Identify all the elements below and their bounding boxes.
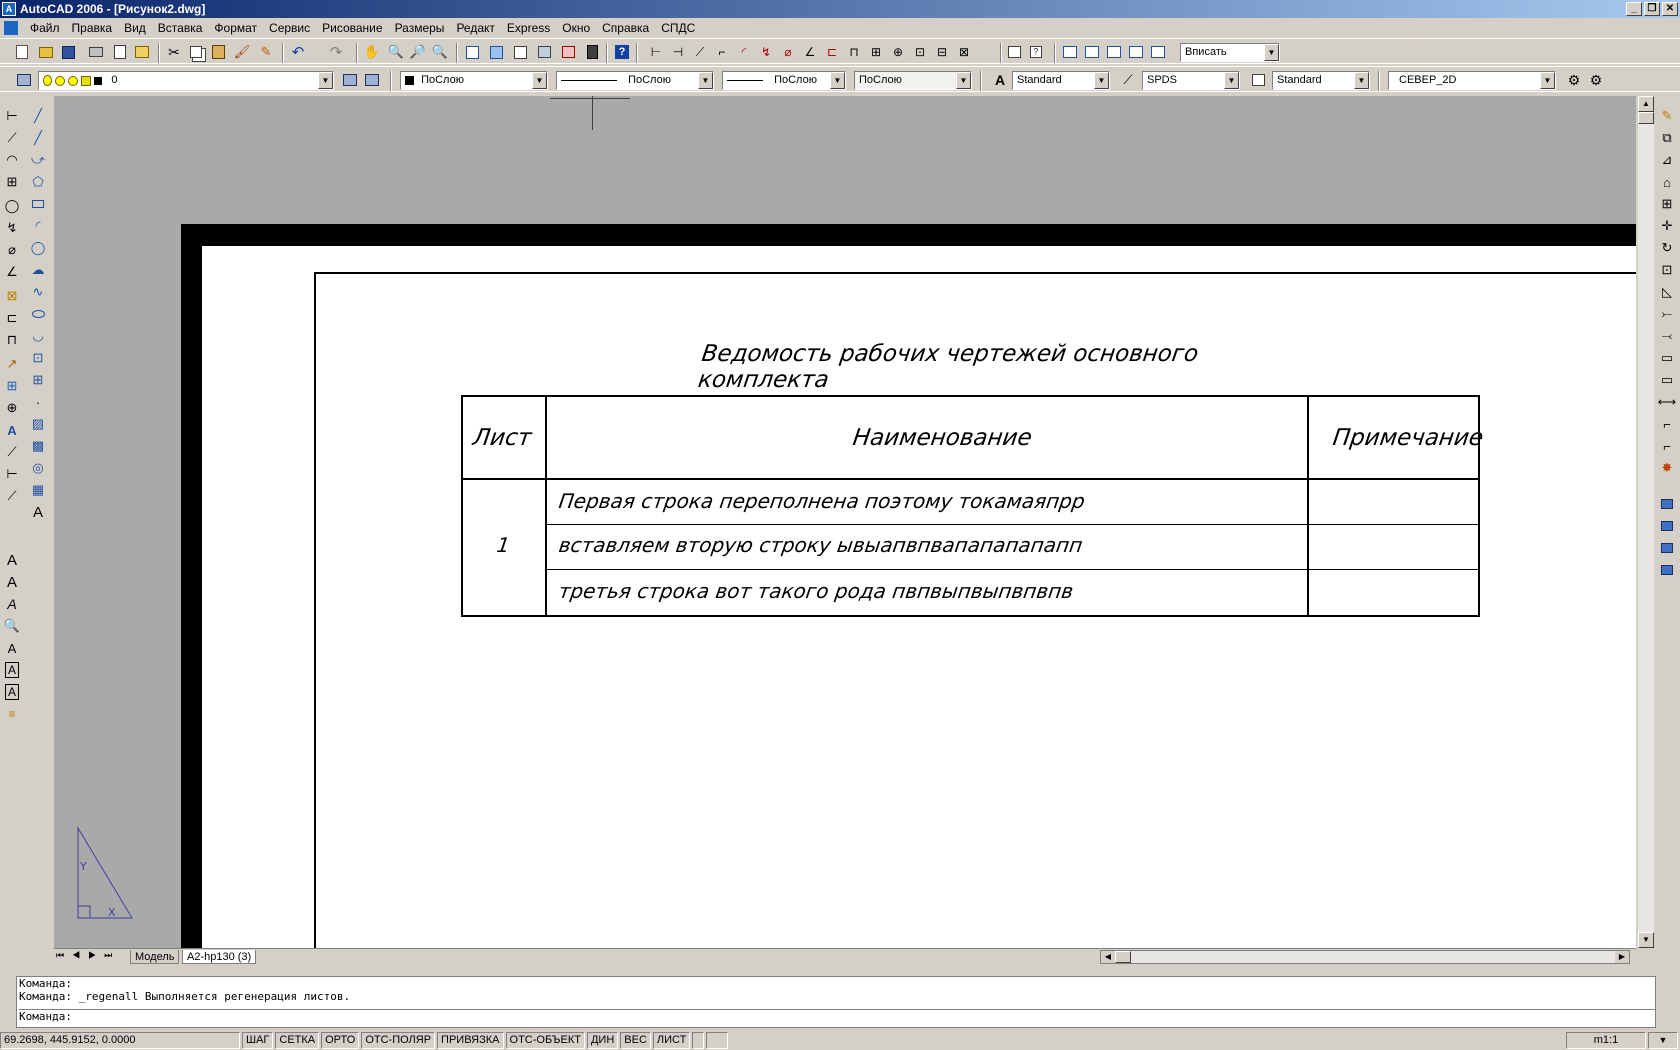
linetype-preview xyxy=(561,80,617,81)
zoom-realtime-icon[interactable]: 🔍 xyxy=(387,44,405,59)
redo-icon[interactable]: ↷ xyxy=(329,44,343,61)
layer-name: 0 xyxy=(111,74,118,86)
table-row-2: вставляем вторую строку ывыапвпвапапапапапп xyxy=(557,533,1085,557)
status-bar xyxy=(0,1031,1680,1050)
menu-view[interactable]: Вид xyxy=(124,21,146,35)
ordinate-tool-icon[interactable]: ⊞ xyxy=(6,174,18,189)
header-note: Примечание xyxy=(1331,425,1485,451)
arc-length-tool-icon[interactable]: ◠ xyxy=(6,152,18,167)
layer-color-swatch xyxy=(94,77,102,85)
dimension-text-edit-icon[interactable]: ⊟ xyxy=(936,45,948,59)
design-center-icon[interactable] xyxy=(486,43,506,61)
region-tool-icon[interactable]: ◎ xyxy=(32,460,44,475)
standard-toolbar xyxy=(0,38,1680,64)
plotstyle-combo[interactable] xyxy=(854,71,972,90)
table-row-1: Первая строка переполнена поэтому токамаяпрр xyxy=(557,489,1087,513)
lineweight-preview xyxy=(727,80,763,81)
gradient-tool-icon[interactable]: ▩ xyxy=(31,438,45,453)
status-spacer xyxy=(692,1032,704,1049)
circle-tool-icon[interactable]: ◯ xyxy=(30,240,46,255)
zoom-window-icon[interactable]: 🔎 xyxy=(409,44,427,59)
quick-dimension-icon[interactable]: ⊢ xyxy=(650,45,662,59)
diameter-dimension-icon[interactable]: ⌀ xyxy=(784,45,792,59)
dimension-edit-icon[interactable]: ⊡ xyxy=(914,45,926,59)
single-text-tool-icon[interactable]: A xyxy=(6,573,17,591)
chevron-down-icon[interactable]: ▼ xyxy=(318,72,333,89)
color-swatch xyxy=(405,76,414,85)
diameter-tool-icon[interactable]: ⌀ xyxy=(8,242,16,257)
menu-spds[interactable]: СПДС xyxy=(661,21,696,35)
revision-cloud-tool-icon[interactable]: ☁ xyxy=(31,262,45,277)
baseline-tool-icon[interactable]: ⊏ xyxy=(6,310,18,325)
print-icon[interactable] xyxy=(86,43,106,61)
ucs-icon xyxy=(74,824,136,924)
dimension-style-icon[interactable]: ⟋ xyxy=(1123,72,1133,87)
sheet-set-icon[interactable] xyxy=(534,43,554,61)
scale-text-tool-icon[interactable]: A xyxy=(1,682,23,702)
spline-tool-icon[interactable]: ∿ xyxy=(32,284,44,299)
menu-draw[interactable]: Рисование xyxy=(322,21,383,35)
move-tool-icon[interactable]: ✛ xyxy=(1661,218,1673,233)
chevron-down-icon[interactable]: ▼ xyxy=(1224,72,1239,89)
help-context-icon[interactable]: ? xyxy=(1026,43,1046,61)
angular-tool-icon[interactable]: ∠ xyxy=(6,264,18,279)
lineweight-value: ПоСлою xyxy=(774,74,817,86)
command-history-line-1: Команда: xyxy=(19,977,72,990)
tool-palettes-icon[interactable] xyxy=(510,43,530,61)
tolerance-tool-icon[interactable]: ⊞ xyxy=(6,378,18,393)
aligned-dim-tool-icon[interactable]: ⟋ xyxy=(7,130,17,145)
drawing-area[interactable] xyxy=(54,96,1636,948)
sun-icon[interactable] xyxy=(55,76,65,86)
polygonal-viewport-icon[interactable] xyxy=(1104,43,1124,61)
save-icon[interactable] xyxy=(58,43,78,61)
table-tool-icon[interactable]: ▦ xyxy=(31,482,45,497)
text-style-combo[interactable] xyxy=(1012,71,1110,90)
polyline-tool-icon[interactable]: ⤻ xyxy=(31,152,45,167)
window-title: AutoCAD 2006 - [Рисунок2.dwg] xyxy=(20,2,206,16)
chevron-down-icon[interactable]: ▼ xyxy=(1540,72,1555,89)
multiline-text-tool-icon[interactable]: A xyxy=(32,503,43,521)
make-block-tool-icon[interactable]: ⊞ xyxy=(32,372,44,387)
chevron-down-icon[interactable]: ▼ xyxy=(1264,44,1279,61)
dimension-style-value: SPDS xyxy=(1147,74,1177,86)
text-style-tool-icon[interactable]: A xyxy=(1,660,23,680)
command-window[interactable] xyxy=(16,976,1656,1028)
viewport-scale-value: Вписать xyxy=(1185,46,1227,58)
command-history-line-2: Команда: _regenall Выполняется регенерация листов. xyxy=(19,990,351,1003)
dim-edit-tool-icon[interactable]: A xyxy=(7,422,17,438)
table-style-value: Standard xyxy=(1277,74,1322,86)
color-combo[interactable] xyxy=(400,71,548,90)
copy-tool-icon[interactable]: ⧉ xyxy=(1662,130,1672,145)
edit-text-tool-icon[interactable]: A xyxy=(7,596,17,612)
spds-style-combo[interactable] xyxy=(1388,71,1556,90)
tab-layout-a2[interactable]: A2-hp130 (3) xyxy=(182,950,256,964)
point-tool-icon[interactable]: · xyxy=(35,394,41,410)
draworder-front-icon[interactable] xyxy=(1656,494,1678,514)
chevron-down-icon[interactable]: ▼ xyxy=(956,72,971,89)
array-tool-icon[interactable]: ⊞ xyxy=(1661,196,1673,211)
header-sheet: Лист xyxy=(471,425,534,451)
menu-window[interactable]: Окно xyxy=(562,21,591,35)
stretch-tool-icon[interactable]: ◺ xyxy=(1662,284,1672,299)
drawing-title: Ведомость рабочих чертежей основного комплекта xyxy=(696,341,1200,393)
properties-icon[interactable] xyxy=(462,43,482,61)
annotation-scale[interactable]: m1:1 xyxy=(1566,1032,1646,1049)
scroll-right-icon[interactable]: ▶ xyxy=(1615,951,1629,963)
color-value: ПоСлою xyxy=(421,74,464,86)
pan-realtime-icon[interactable]: ✋ xyxy=(363,44,381,59)
line-tool-icon[interactable]: ╱ xyxy=(34,108,42,123)
ucs-y-label: Y xyxy=(80,860,87,873)
tab-model[interactable]: Модель xyxy=(130,950,179,964)
lineweight-toggle[interactable]: ВЕС xyxy=(620,1032,651,1049)
help-icon[interactable]: ? xyxy=(612,43,632,61)
layer-manager-icon[interactable] xyxy=(14,71,34,89)
radius-dimension-icon[interactable]: ◜ xyxy=(741,45,747,59)
chevron-down-icon[interactable]: ▼ xyxy=(830,72,845,89)
jogged-dimension-icon[interactable]: ↯ xyxy=(760,45,772,59)
layer-combo[interactable] xyxy=(38,71,334,90)
dim-update-tool-icon[interactable]: ⊢ xyxy=(6,466,18,481)
chevron-down-icon[interactable]: ▼ xyxy=(532,72,547,89)
grid-toggle[interactable]: СЕТКА xyxy=(275,1032,319,1049)
join-tool-icon[interactable]: ⟷ xyxy=(1657,394,1677,409)
new-file-icon[interactable] xyxy=(12,43,32,61)
ordinate-dimension-icon[interactable]: ⌐ xyxy=(718,45,726,59)
jogged-tool-icon[interactable]: ↯ xyxy=(6,220,18,235)
menu-file[interactable]: Файл xyxy=(30,21,60,35)
paste-icon[interactable] xyxy=(208,43,228,61)
construction-line-tool-icon[interactable]: ╱ xyxy=(34,130,42,145)
draworder-above-icon[interactable] xyxy=(1656,538,1678,558)
restore-button[interactable]: ❐ xyxy=(1644,2,1660,16)
osnap-toggle[interactable]: ПРИВЯЗКА xyxy=(437,1032,503,1049)
lock-icon[interactable] xyxy=(81,76,91,86)
close-button[interactable]: ✕ xyxy=(1662,2,1678,16)
copy-icon[interactable] xyxy=(186,43,206,61)
header-name: Наименование xyxy=(851,425,1034,451)
table-row-3: третья строка вот такого рода пвпвыпвыпвпвпв xyxy=(557,579,1075,603)
make-object-layer-current-icon[interactable] xyxy=(340,71,360,89)
scroll-down-icon[interactable]: ▼ xyxy=(1638,932,1654,948)
print-preview-icon[interactable] xyxy=(110,43,130,61)
hatch-tool-icon[interactable]: ▨ xyxy=(31,416,45,431)
layout-tabs-bar xyxy=(54,948,1636,964)
quick-dim-tool-icon[interactable]: ⊠ xyxy=(6,288,18,303)
rotate-tool-icon[interactable]: ↻ xyxy=(1661,240,1673,255)
minimize-button[interactable]: _ xyxy=(1626,2,1642,16)
continue-tool-icon[interactable]: ⊓ xyxy=(6,332,18,347)
spell-check-tool-icon[interactable]: A xyxy=(7,640,17,656)
baseline-dimension-icon[interactable]: ⊏ xyxy=(826,45,838,59)
ucs-x-label: X xyxy=(108,906,116,919)
arc-tool-icon[interactable]: ◜ xyxy=(35,218,41,233)
horizontal-scrollbar[interactable] xyxy=(1100,950,1630,964)
viewport-dialog-icon[interactable] xyxy=(1060,43,1080,61)
mirror-tool-icon[interactable]: ⊿ xyxy=(1661,152,1673,167)
chevron-down-icon[interactable]: ▼ xyxy=(698,72,713,89)
spds-settings-icon[interactable]: ⚙ xyxy=(1567,71,1581,88)
linear-dim-tool-icon[interactable]: ⊢ xyxy=(6,108,18,123)
ellipse-arc-tool-icon[interactable]: ◡ xyxy=(32,328,44,343)
mtext-tool-icon[interactable]: A xyxy=(6,551,17,569)
layout-icon[interactable] xyxy=(1004,43,1024,61)
spds-config-icon[interactable]: ⚙ xyxy=(1589,71,1603,88)
ortho-toggle[interactable]: ОРТО xyxy=(321,1032,359,1049)
vertical-scroll-thumb[interactable] xyxy=(1638,112,1654,124)
chamfer-tool-icon[interactable]: ⌐ xyxy=(1663,416,1671,432)
menu-insert[interactable]: Вставка xyxy=(157,21,203,35)
menu-express[interactable]: Express xyxy=(506,21,551,35)
dim-style-tool-icon[interactable]: ⟋ xyxy=(7,488,17,503)
undo-icon[interactable]: ↶ xyxy=(291,44,305,61)
menu-edit[interactable]: Правка xyxy=(71,21,113,35)
coordinates-display[interactable]: 69.2698, 445.9152, 0.0000 xyxy=(0,1032,240,1049)
justify-text-tool-icon[interactable]: ≡ xyxy=(8,707,16,721)
dyn-toggle[interactable]: ДИН xyxy=(587,1032,618,1049)
crosshair-horizontal xyxy=(550,98,630,99)
crosshair-vertical xyxy=(592,96,593,130)
document-icon[interactable] xyxy=(4,21,18,35)
dimension-update-icon[interactable]: ⊠ xyxy=(958,45,970,59)
command-prompt[interactable]: Команда: xyxy=(19,1009,1655,1023)
angular-dimension-icon[interactable]: ∠ xyxy=(804,45,816,59)
radius-tool-icon[interactable]: ◯ xyxy=(4,198,20,213)
dimension-style-combo[interactable] xyxy=(1142,71,1240,90)
paper-model-toggle[interactable]: ЛИСТ xyxy=(653,1032,690,1049)
cut-icon[interactable]: ✂ xyxy=(168,43,180,60)
linetype-combo[interactable] xyxy=(556,71,714,90)
polar-toggle[interactable]: ОТС-ПОЛЯР xyxy=(361,1032,435,1049)
viewport-scale-combo[interactable] xyxy=(1180,43,1280,62)
scale-tool-icon[interactable]: ⊡ xyxy=(1661,262,1673,277)
sheet-number: 1 xyxy=(495,533,512,557)
chevron-down-icon[interactable]: ▼ xyxy=(1094,72,1109,89)
open-file-icon[interactable] xyxy=(36,43,56,61)
aligned-dimension-icon[interactable]: ⟋ xyxy=(695,44,705,59)
otrack-toggle[interactable]: ОТС-ОБЪЕКТ xyxy=(506,1032,585,1049)
snap-toggle[interactable]: ШАГ xyxy=(242,1032,273,1049)
insert-block-tool-icon[interactable]: ⊡ xyxy=(32,350,44,365)
continue-dimension-icon[interactable]: ⊓ xyxy=(849,45,859,59)
calculator-icon[interactable] xyxy=(582,43,602,61)
horizontal-scroll-thumb[interactable] xyxy=(1115,951,1131,963)
menu-bar xyxy=(0,18,1680,38)
vertical-scrollbar[interactable] xyxy=(1638,96,1654,948)
chevron-down-icon[interactable]: ▼ xyxy=(1354,72,1369,89)
find-text-tool-icon[interactable]: 🔍 xyxy=(3,618,21,633)
menu-tools[interactable]: Сервис xyxy=(269,21,311,35)
draworder-back-icon[interactable] xyxy=(1656,516,1678,536)
layer-previous-icon[interactable] xyxy=(362,71,382,89)
tolerance-icon[interactable]: ⊞ xyxy=(870,45,882,59)
menu-dimension[interactable]: Размеры xyxy=(394,21,445,35)
plotstyle-value: ПоСлою xyxy=(859,74,902,86)
autocad-app-icon[interactable]: A xyxy=(2,2,16,16)
ellipse-tool-icon[interactable] xyxy=(27,304,49,324)
center-mark-tool-icon[interactable]: ⊕ xyxy=(6,400,18,415)
rectangle-tool-icon[interactable] xyxy=(27,194,49,214)
dim-text-edit-tool-icon[interactable]: ⟋ xyxy=(7,444,17,459)
clip-viewport-icon[interactable] xyxy=(1148,43,1168,61)
trim-tool-icon[interactable]: ⤚ xyxy=(1661,306,1673,321)
text-style-value: Standard xyxy=(1017,74,1062,86)
erase-tool-icon[interactable]: ✎ xyxy=(1661,108,1673,123)
scroll-left-icon[interactable]: ◀ xyxy=(1101,951,1115,963)
menu-format[interactable]: Формат xyxy=(214,21,258,35)
fillet-tool-icon[interactable]: ⌐ xyxy=(1663,438,1671,454)
publish-icon[interactable] xyxy=(132,43,152,61)
menu-help[interactable]: Справка xyxy=(602,21,650,35)
explode-tool-icon[interactable]: ✸ xyxy=(1661,460,1673,475)
menu-modify[interactable]: Редакт xyxy=(456,21,495,35)
modify-toolbar xyxy=(1654,96,1680,948)
linear-dimension-icon[interactable]: ⊣ xyxy=(672,45,684,59)
drawings-list-table xyxy=(461,395,1485,617)
draworder-below-icon[interactable] xyxy=(1656,560,1678,580)
zoom-previous-icon[interactable]: 🔍 xyxy=(431,44,449,59)
leader-tool-icon[interactable]: ↗ xyxy=(6,356,18,371)
window-title-bar xyxy=(0,0,1680,18)
break-tool-icon[interactable]: ▭ xyxy=(1660,372,1674,387)
extend-tool-icon[interactable]: ⤙ xyxy=(1661,328,1673,343)
spds-style-value: СЕВЕР_2D xyxy=(1399,74,1457,86)
lineweight-combo[interactable] xyxy=(722,71,846,90)
lightbulb-icon[interactable] xyxy=(43,75,52,86)
block-editor-icon[interactable]: ✎ xyxy=(260,44,272,59)
tab-navigation-arrows[interactable]: ⏮◀▶⏭ xyxy=(56,950,121,960)
center-mark-icon[interactable]: ⊕ xyxy=(892,45,904,59)
scroll-up-icon[interactable]: ▲ xyxy=(1638,96,1654,112)
table-style-icon[interactable] xyxy=(1248,71,1268,89)
viewport-freeze-icon[interactable] xyxy=(68,76,78,86)
left-toolbars xyxy=(0,96,54,948)
break-at-point-tool-icon[interactable]: ▭ xyxy=(1660,350,1674,365)
table-style-combo[interactable] xyxy=(1272,71,1370,90)
maximize-viewport-icon[interactable] xyxy=(706,1032,728,1049)
single-viewport-icon[interactable] xyxy=(1082,43,1102,61)
text-style-icon[interactable]: A xyxy=(994,72,1006,88)
offset-tool-icon[interactable]: ⌂ xyxy=(1663,174,1671,190)
chevron-down-icon[interactable]: ▼ xyxy=(1648,1032,1678,1049)
markup-icon[interactable] xyxy=(558,43,578,61)
polygon-tool-icon[interactable]: ⬠ xyxy=(32,174,44,189)
match-properties-icon[interactable]: 🖌 xyxy=(233,44,251,59)
window-controls xyxy=(1626,2,1678,16)
properties-toolbar xyxy=(0,66,1680,92)
convert-object-viewport-icon[interactable] xyxy=(1126,43,1146,61)
linetype-value: ПоСлою xyxy=(628,74,671,86)
